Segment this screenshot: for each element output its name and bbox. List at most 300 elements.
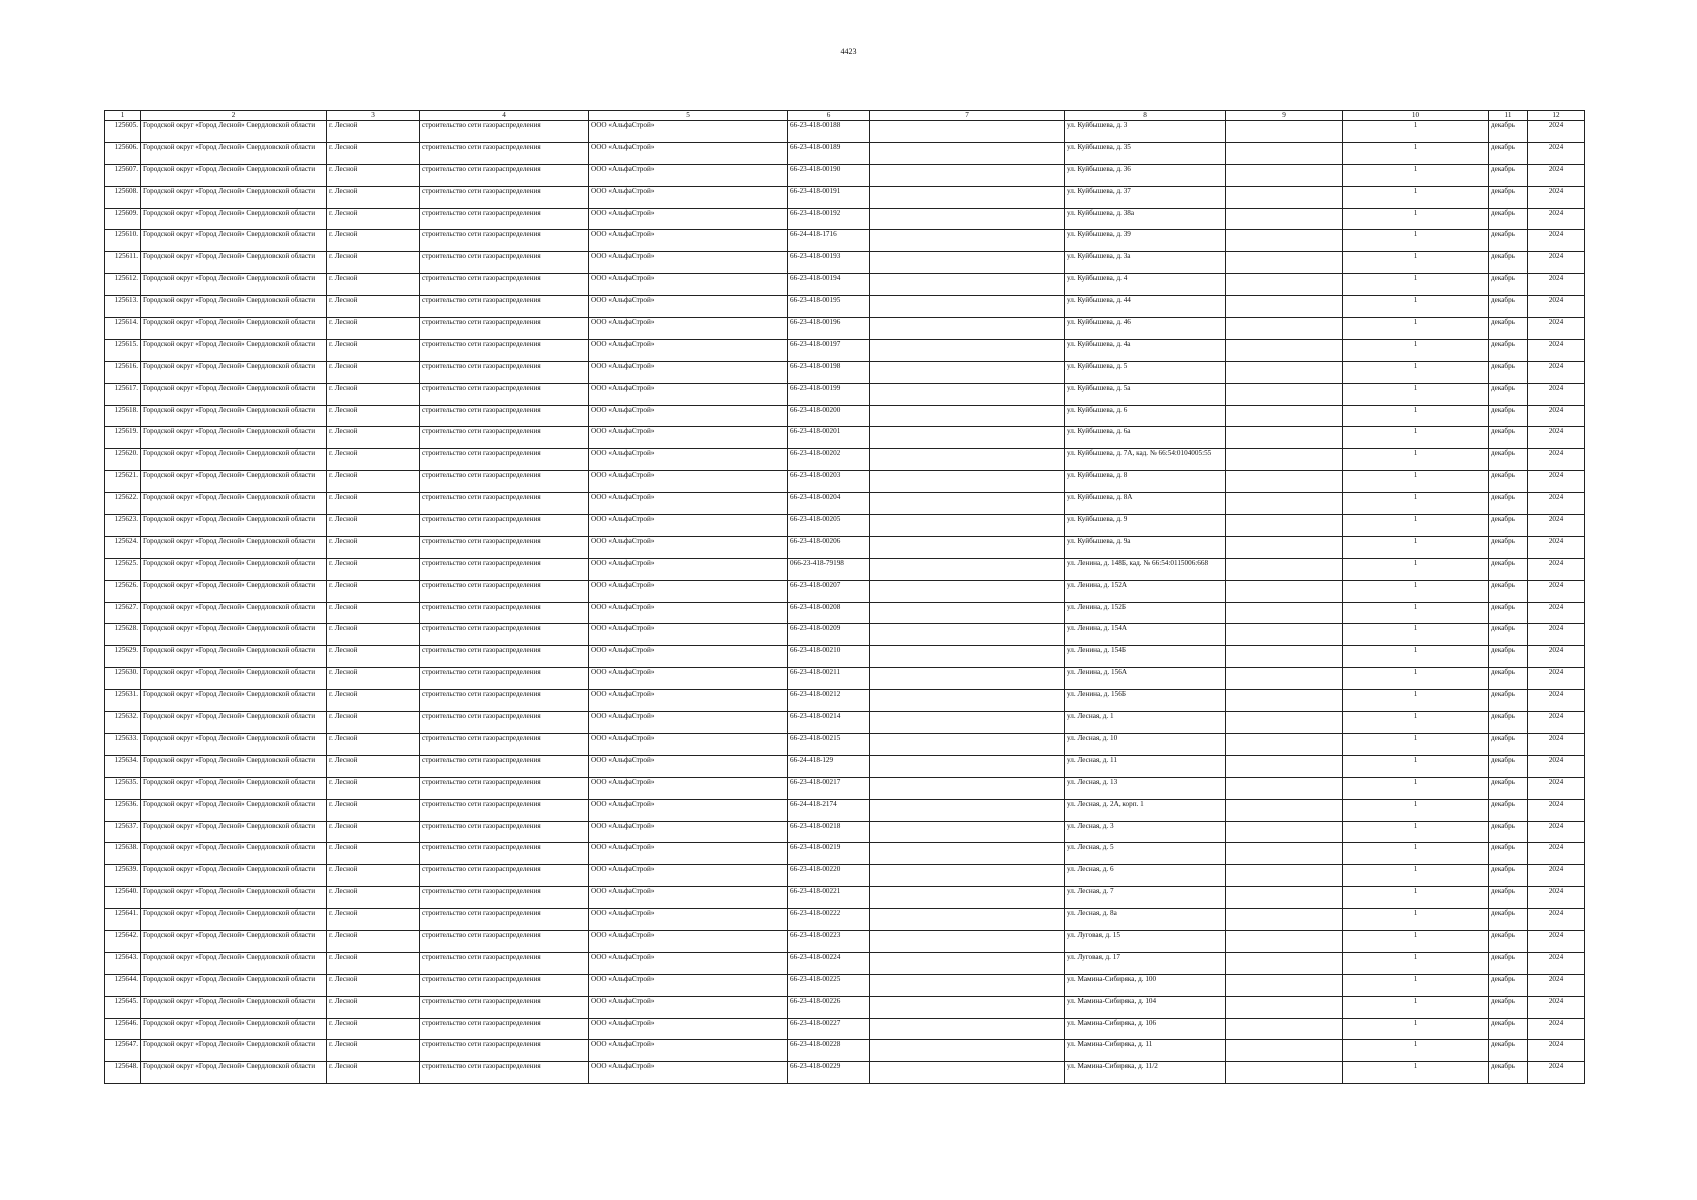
municipality-cell: Городской округ «Город Лесной» Свердловской области [141,909,327,931]
settlement-cell: г. Лесной [327,646,420,668]
table-row [105,1040,1585,1062]
address-cell: ул. Лесная, д. 7 [1065,887,1226,909]
row-number: 125605. [105,121,141,143]
contractor-cell: ООО «АльфаСтрой» [589,843,788,865]
table-row [105,733,1585,755]
table-row [105,777,1585,799]
table-row [105,580,1585,602]
row-number: 125610. [105,230,141,252]
work-type-cell: строительство сети газораспределения [420,142,589,164]
row-number: 125621. [105,471,141,493]
registration-code-cell: 66-23-418-00207 [788,580,870,602]
registration-code-cell: 66-23-418-00224 [788,952,870,974]
column-7-cell [870,799,1065,821]
count-cell: 1 [1343,383,1489,405]
year-cell: 2024 [1528,558,1585,580]
row-number: 125613. [105,296,141,318]
column-7-cell [870,339,1065,361]
column-7-cell [870,580,1065,602]
table-row [105,558,1585,580]
column-7-cell [870,383,1065,405]
work-type-cell: строительство сети газораспределения [420,624,589,646]
count-cell: 1 [1343,493,1489,515]
address-cell: ул. Мамина-Сибиряка, д. 106 [1065,1018,1226,1040]
municipality-cell: Городской округ «Город Лесной» Свердловской области [141,1062,327,1084]
work-type-cell: строительство сети газораспределения [420,777,589,799]
contractor-cell: ООО «АльфаСтрой» [589,690,788,712]
work-type-cell: строительство сети газораспределения [420,602,589,624]
registration-code-cell: 66-23-418-00189 [788,142,870,164]
address-cell: ул. Куйбышева, д. 6а [1065,427,1226,449]
work-type-cell: строительство сети газораспределения [420,339,589,361]
settlement-cell: г. Лесной [327,252,420,274]
work-type-cell: строительство сети газораспределения [420,515,589,537]
work-type-cell: строительство сети газораспределения [420,121,589,143]
column-7-cell [870,690,1065,712]
year-cell: 2024 [1528,755,1585,777]
year-cell: 2024 [1528,974,1585,996]
registration-code-cell: 66-23-418-00210 [788,646,870,668]
row-number: 125646. [105,1018,141,1040]
count-cell: 1 [1343,274,1489,296]
work-type-cell: строительство сети газораспределения [420,558,589,580]
table-row [105,996,1585,1018]
registration-code-cell: 66-23-418-00219 [788,843,870,865]
column-7-cell [870,733,1065,755]
row-number: 125635. [105,777,141,799]
settlement-cell: г. Лесной [327,952,420,974]
registration-code-cell: 066-23-418-79198 [788,558,870,580]
count-cell: 1 [1343,712,1489,734]
count-cell: 1 [1343,799,1489,821]
settlement-cell: г. Лесной [327,405,420,427]
month-cell: декабрь [1489,186,1528,208]
municipality-cell: Городской округ «Город Лесной» Свердловской области [141,974,327,996]
year-cell: 2024 [1528,405,1585,427]
address-cell: ул. Лесная, д. 2А, корп. 1 [1065,799,1226,821]
count-cell: 1 [1343,930,1489,952]
year-cell: 2024 [1528,1062,1585,1084]
column-9-cell [1226,339,1343,361]
row-number: 125623. [105,515,141,537]
row-number: 125633. [105,733,141,755]
registration-code-cell: 66-23-418-00226 [788,996,870,1018]
table-row [105,887,1585,909]
column-9-cell [1226,930,1343,952]
municipality-cell: Городской округ «Город Лесной» Свердловской области [141,930,327,952]
table-row [105,712,1585,734]
column-9-cell [1226,449,1343,471]
address-cell: ул. Куйбышева, д. 9 [1065,515,1226,537]
settlement-cell: г. Лесной [327,558,420,580]
table-row [105,208,1585,230]
work-type-cell: строительство сети газораспределения [420,865,589,887]
register-table-body [105,121,1585,1084]
month-cell: декабрь [1489,712,1528,734]
settlement-cell: г. Лесной [327,515,420,537]
settlement-cell: г. Лесной [327,843,420,865]
count-cell: 1 [1343,427,1489,449]
address-cell: ул. Лесная, д. 13 [1065,777,1226,799]
municipality-cell: Городской округ «Город Лесной» Свердловской области [141,755,327,777]
column-9-cell [1226,296,1343,318]
registration-code-cell: 66-23-418-00196 [788,318,870,340]
year-cell: 2024 [1528,821,1585,843]
settlement-cell: г. Лесной [327,909,420,931]
address-cell: ул. Куйбышева, д. 7А, кад. № 66:54:0104005:55 [1065,449,1226,471]
contractor-cell: ООО «АльфаСтрой» [589,821,788,843]
year-cell: 2024 [1528,690,1585,712]
year-cell: 2024 [1528,1018,1585,1040]
contractor-cell: ООО «АльфаСтрой» [589,493,788,515]
contractor-cell: ООО «АльфаСтрой» [589,930,788,952]
municipality-cell: Городской округ «Город Лесной» Свердловской области [141,580,327,602]
settlement-cell: г. Лесной [327,733,420,755]
municipality-cell: Городской округ «Город Лесной» Свердловской области [141,558,327,580]
month-cell: декабрь [1489,646,1528,668]
address-cell: ул. Лесная, д. 10 [1065,733,1226,755]
year-cell: 2024 [1528,602,1585,624]
address-cell: ул. Ленина, д. 152А [1065,580,1226,602]
address-cell: ул. Куйбышева, д. 8 [1065,471,1226,493]
column-9-cell [1226,821,1343,843]
column-7-cell [870,646,1065,668]
count-cell: 1 [1343,558,1489,580]
column-7-cell [870,186,1065,208]
table-row [105,865,1585,887]
work-type-cell: строительство сети газораспределения [420,755,589,777]
column-7-cell [870,449,1065,471]
column-7-cell [870,361,1065,383]
column-9-cell [1226,515,1343,537]
registration-code-cell: 66-23-418-00218 [788,821,870,843]
month-cell: декабрь [1489,208,1528,230]
row-number: 125628. [105,624,141,646]
contractor-cell: ООО «АльфаСтрой» [589,952,788,974]
contractor-cell: ООО «АльфаСтрой» [589,865,788,887]
column-9-cell [1226,887,1343,909]
column-9-cell [1226,252,1343,274]
contractor-cell: ООО «АльфаСтрой» [589,361,788,383]
work-type-cell: строительство сети газораспределения [420,208,589,230]
work-type-cell: строительство сети газораспределения [420,361,589,383]
column-7-cell [870,887,1065,909]
work-type-cell: строительство сети газораспределения [420,996,589,1018]
municipality-cell: Городской округ «Город Лесной» Свердловской области [141,843,327,865]
settlement-cell: г. Лесной [327,1062,420,1084]
column-9-cell [1226,974,1343,996]
table-row [105,405,1585,427]
municipality-cell: Городской округ «Город Лесной» Свердловской области [141,624,327,646]
column-9-cell [1226,799,1343,821]
registration-code-cell: 66-23-418-00229 [788,1062,870,1084]
row-number: 125625. [105,558,141,580]
year-cell: 2024 [1528,142,1585,164]
year-cell: 2024 [1528,799,1585,821]
column-header-8: 8 [1065,111,1226,121]
registration-code-cell: 66-23-418-00202 [788,449,870,471]
contractor-cell: ООО «АльфаСтрой» [589,777,788,799]
month-cell: декабрь [1489,887,1528,909]
registration-code-cell: 66-23-418-00220 [788,865,870,887]
registration-code-cell: 66-23-418-00225 [788,974,870,996]
municipality-cell: Городской округ «Город Лесной» Свердловской области [141,1018,327,1040]
registration-code-cell: 66-23-418-00191 [788,186,870,208]
municipality-cell: Городской округ «Город Лесной» Свердловской области [141,536,327,558]
settlement-cell: г. Лесной [327,361,420,383]
column-7-cell [870,493,1065,515]
row-number: 125608. [105,186,141,208]
table-row [105,755,1585,777]
table-row [105,121,1585,143]
year-cell: 2024 [1528,580,1585,602]
address-cell: ул. Луговая, д. 15 [1065,930,1226,952]
table-row [105,821,1585,843]
address-cell: ул. Лесная, д. 8а [1065,909,1226,931]
month-cell: декабрь [1489,318,1528,340]
work-type-cell: строительство сети газораспределения [420,383,589,405]
column-7-cell [870,142,1065,164]
municipality-cell: Городской округ «Город Лесной» Свердловской области [141,274,327,296]
table-row [105,318,1585,340]
column-7-cell [870,558,1065,580]
column-9-cell [1226,361,1343,383]
year-cell: 2024 [1528,318,1585,340]
address-cell: ул. Куйбышева, д. 4а [1065,339,1226,361]
year-cell: 2024 [1528,339,1585,361]
row-number: 125647. [105,1040,141,1062]
table-row [105,361,1585,383]
contractor-cell: ООО «АльфаСтрой» [589,186,788,208]
month-cell: декабрь [1489,865,1528,887]
count-cell: 1 [1343,536,1489,558]
year-cell: 2024 [1528,843,1585,865]
address-cell: ул. Ленина, д. 156Б [1065,690,1226,712]
column-9-cell [1226,383,1343,405]
column-9-cell [1226,1040,1343,1062]
count-cell: 1 [1343,142,1489,164]
registration-code-cell: 66-24-418-2174 [788,799,870,821]
year-cell: 2024 [1528,865,1585,887]
count-cell: 1 [1343,515,1489,537]
row-number: 125626. [105,580,141,602]
page-number: 4423 [840,47,857,56]
work-type-cell: строительство сети газораспределения [420,974,589,996]
column-9-cell [1226,230,1343,252]
column-7-cell [870,668,1065,690]
column-9-cell [1226,208,1343,230]
contractor-cell: ООО «АльфаСтрой» [589,668,788,690]
column-7-cell [870,208,1065,230]
work-type-cell: строительство сети газораспределения [420,405,589,427]
column-7-cell [870,909,1065,931]
table-row [105,274,1585,296]
month-cell: декабрь [1489,690,1528,712]
municipality-cell: Городской округ «Город Лесной» Свердловской области [141,318,327,340]
municipality-cell: Городской округ «Город Лесной» Свердловской области [141,712,327,734]
column-9-cell [1226,580,1343,602]
municipality-cell: Городской округ «Город Лесной» Свердловской области [141,164,327,186]
work-type-cell: строительство сети газораспределения [420,580,589,602]
registration-code-cell: 66-23-418-00217 [788,777,870,799]
column-7-cell [870,471,1065,493]
row-number: 125636. [105,799,141,821]
count-cell: 1 [1343,296,1489,318]
row-number: 125616. [105,361,141,383]
column-7-cell [870,405,1065,427]
work-type-cell: строительство сети газораспределения [420,909,589,931]
contractor-cell: ООО «АльфаСтрой» [589,1062,788,1084]
month-cell: декабрь [1489,121,1528,143]
month-cell: декабрь [1489,821,1528,843]
table-row [105,668,1585,690]
year-cell: 2024 [1528,383,1585,405]
registration-code-cell: 66-23-418-00215 [788,733,870,755]
column-9-cell [1226,186,1343,208]
column-9-cell [1226,318,1343,340]
count-cell: 1 [1343,974,1489,996]
count-cell: 1 [1343,449,1489,471]
month-cell: декабрь [1489,515,1528,537]
contractor-cell: ООО «АльфаСтрой» [589,755,788,777]
month-cell: декабрь [1489,909,1528,931]
row-number: 125632. [105,712,141,734]
contractor-cell: ООО «АльфаСтрой» [589,887,788,909]
column-7-cell [870,121,1065,143]
row-number: 125631. [105,690,141,712]
municipality-cell: Городской округ «Город Лесной» Свердловской области [141,493,327,515]
row-number: 125617. [105,383,141,405]
work-type-cell: строительство сети газораспределения [420,493,589,515]
row-number: 125622. [105,493,141,515]
column-header-12: 12 [1528,111,1585,121]
registration-code-cell: 66-23-418-00203 [788,471,870,493]
work-type-cell: строительство сети газораспределения [420,274,589,296]
year-cell: 2024 [1528,471,1585,493]
count-cell: 1 [1343,208,1489,230]
contractor-cell: ООО «АльфаСтрой» [589,602,788,624]
month-cell: декабрь [1489,777,1528,799]
registration-code-cell: 66-23-418-00197 [788,339,870,361]
column-9-cell [1226,1018,1343,1040]
column-9-cell [1226,996,1343,1018]
column-7-cell [870,1018,1065,1040]
month-cell: декабрь [1489,252,1528,274]
contractor-cell: ООО «АльфаСтрой» [589,121,788,143]
month-cell: декабрь [1489,1062,1528,1084]
address-cell: ул. Куйбышева, д. 46 [1065,318,1226,340]
settlement-cell: г. Лесной [327,339,420,361]
row-number: 125606. [105,142,141,164]
column-9-cell [1226,624,1343,646]
work-type-cell: строительство сети газораспределения [420,296,589,318]
column-header-5: 5 [589,111,788,121]
column-7-cell [870,164,1065,186]
settlement-cell: г. Лесной [327,887,420,909]
year-cell: 2024 [1528,515,1585,537]
column-7-cell [870,274,1065,296]
settlement-cell: г. Лесной [327,318,420,340]
municipality-cell: Городской округ «Город Лесной» Свердловской области [141,405,327,427]
year-cell: 2024 [1528,164,1585,186]
table-row [105,493,1585,515]
settlement-cell: г. Лесной [327,821,420,843]
column-9-cell [1226,274,1343,296]
year-cell: 2024 [1528,208,1585,230]
registration-code-cell: 66-24-418-1716 [788,230,870,252]
count-cell: 1 [1343,121,1489,143]
contractor-cell: ООО «АльфаСтрой» [589,536,788,558]
municipality-cell: Городской округ «Город Лесной» Свердловской области [141,383,327,405]
month-cell: декабрь [1489,449,1528,471]
municipality-cell: Городской округ «Город Лесной» Свердловской области [141,142,327,164]
settlement-cell: г. Лесной [327,449,420,471]
address-cell: ул. Куйбышева, д. 37 [1065,186,1226,208]
row-number: 125644. [105,974,141,996]
contractor-cell: ООО «АльфаСтрой» [589,383,788,405]
year-cell: 2024 [1528,252,1585,274]
row-number: 125634. [105,755,141,777]
count-cell: 1 [1343,843,1489,865]
column-number-header-row [105,111,1585,121]
column-7-cell [870,515,1065,537]
month-cell: декабрь [1489,930,1528,952]
contractor-cell: ООО «АльфаСтрой» [589,996,788,1018]
year-cell: 2024 [1528,296,1585,318]
count-cell: 1 [1343,996,1489,1018]
table-row [105,1062,1585,1084]
settlement-cell: г. Лесной [327,121,420,143]
registration-code-cell: 66-23-418-00209 [788,624,870,646]
table-row [105,646,1585,668]
column-9-cell [1226,164,1343,186]
address-cell: ул. Ленина, д. 152Б [1065,602,1226,624]
table-row [105,339,1585,361]
municipality-cell: Городской округ «Город Лесной» Свердловской области [141,690,327,712]
registration-code-cell: 66-23-418-00200 [788,405,870,427]
contractor-cell: ООО «АльфаСтрой» [589,558,788,580]
month-cell: декабрь [1489,952,1528,974]
column-9-cell [1226,536,1343,558]
table-row [105,909,1585,931]
row-number: 125641. [105,909,141,931]
year-cell: 2024 [1528,427,1585,449]
address-cell: ул. Мамина-Сибиряка, д. 11/2 [1065,1062,1226,1084]
address-cell: ул. Куйбышева, д. 3а [1065,252,1226,274]
row-number: 125627. [105,602,141,624]
contractor-cell: ООО «АльфаСтрой» [589,252,788,274]
table-row [105,186,1585,208]
column-7-cell [870,996,1065,1018]
address-cell: ул. Луговая, д. 17 [1065,952,1226,974]
registration-code-cell: 66-23-418-00223 [788,930,870,952]
settlement-cell: г. Лесной [327,383,420,405]
municipality-cell: Городской округ «Город Лесной» Свердловской области [141,887,327,909]
registration-code-cell: 66-23-418-00221 [788,887,870,909]
year-cell: 2024 [1528,777,1585,799]
count-cell: 1 [1343,1062,1489,1084]
registration-code-cell: 66-23-418-00205 [788,515,870,537]
month-cell: декабрь [1489,296,1528,318]
work-type-cell: строительство сети газораспределения [420,536,589,558]
address-cell: ул. Куйбышева, д. 6 [1065,405,1226,427]
address-cell: ул. Ленина, д. 154Б [1065,646,1226,668]
table-row [105,799,1585,821]
row-number: 125630. [105,668,141,690]
settlement-cell: г. Лесной [327,471,420,493]
column-9-cell [1226,952,1343,974]
table-row [105,690,1585,712]
